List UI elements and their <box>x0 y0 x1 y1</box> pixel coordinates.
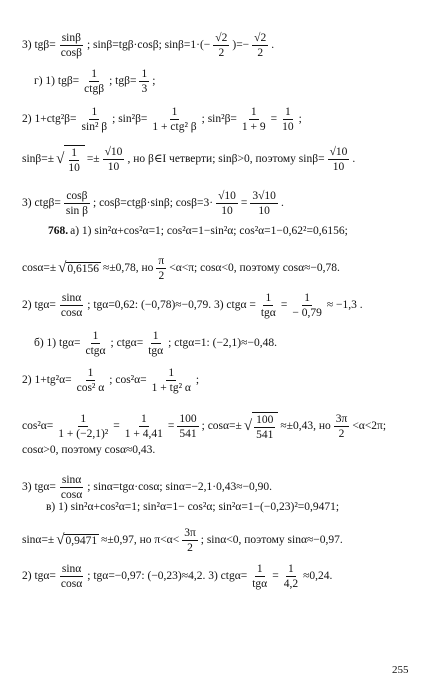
fraction: $\frac{\sin\alpha}{\cos\alpha}$ <box>60 292 83 320</box>
text: <α<π; cosα<0, поэтому cosα≈−0,78. <box>169 261 340 274</box>
line-8 <box>22 292 363 319</box>
text: ; tgα=0,62: (−0,78)≈−0,79. 3) ctgα = <box>87 298 256 311</box>
text: ; sinα=tgα·cosα; sinα=−2,1·0,43≈−0,90. <box>87 480 273 493</box>
text: . <box>280 196 284 209</box>
line-12 <box>22 445 155 457</box>
text: в) 1) sin²α+cos²α=1; sin²α=1− cos²α; sin²α=1−(−0,23)²=0,9471; <box>46 501 340 513</box>
fraction: $\frac{1}{1 + 9}$ <box>241 106 266 134</box>
fraction: $\frac{1}{- 0,79}$ <box>292 292 322 320</box>
fraction: $\frac{\cos\beta}{\text{sin β}}$ <box>65 190 88 218</box>
text: г) 1) tgβ= <box>34 74 80 87</box>
text: cosα>0, поэтому cosα≈0,43. <box>22 444 156 456</box>
fraction: $\frac{1}{\text{cos² α}}$ <box>76 367 105 395</box>
line-7 <box>22 255 340 282</box>
text: 2) 1+tg²α= <box>22 373 72 386</box>
text: <α<2π; <box>352 419 387 432</box>
fraction: $\frac{√10}{10}$ <box>218 190 236 218</box>
fraction: 1 tgα <box>148 330 164 358</box>
fraction: $\frac{√2}{2}$ <box>254 32 267 60</box>
fraction: $\frac{\sin\beta}{\cos\beta}$ <box>60 32 82 60</box>
fraction: 1 ctgβ <box>84 68 105 96</box>
fraction: $\frac{1}{\text{1 + (−2,1)²}}$ <box>58 413 109 441</box>
text: ≈ −1,3 . <box>326 298 363 311</box>
fraction: $\frac{1}{4,2}$ <box>283 563 299 591</box>
text: ; cosα=± <box>201 419 242 432</box>
text: ; ctgα=1: (−2,1)≈−0,48. <box>168 336 277 349</box>
fraction: $\frac{1}{1 + 4,41}$ <box>124 413 163 441</box>
line-3 <box>22 106 302 133</box>
text: 3) tgα= <box>22 480 56 493</box>
text: = <box>270 112 278 125</box>
text: = <box>280 298 288 311</box>
line-14 <box>46 502 339 514</box>
square-root: √ 0,9471 <box>56 532 98 549</box>
text: = <box>272 569 279 582</box>
text: 2) tgα= <box>22 298 56 311</box>
text: а) 1) sin²α+cos²α=1; cos²α=1−sin²α; cos²α=1−0,62²=0,6156; <box>70 225 348 237</box>
fraction: 3π 2 <box>184 527 196 555</box>
line-15 <box>22 527 343 554</box>
fraction: $\frac{1}{\text{sin² β}}$ <box>81 106 108 134</box>
text: ; sin²β= <box>201 112 237 125</box>
text: )=− <box>232 38 250 51</box>
text: sinβ=± <box>22 152 55 165</box>
fraction: 1 tgα <box>252 563 268 591</box>
square-root: √ 100 541 <box>244 412 278 441</box>
line-9 <box>34 330 277 357</box>
fraction: 3π 2 <box>335 413 348 441</box>
fraction: π 2 <box>158 255 165 283</box>
line-13 <box>22 474 272 501</box>
text: ≈±0,97, но π<α< <box>101 533 180 546</box>
text: . <box>352 152 356 165</box>
fraction: $\frac{\sin\alpha}{\cos\alpha}$ <box>60 474 83 502</box>
text: = <box>167 419 175 432</box>
text: б) 1) tgα= <box>34 336 81 349</box>
line-16 <box>22 563 332 590</box>
line-1 <box>22 32 274 59</box>
line-2 <box>34 68 155 95</box>
line-5 <box>22 190 284 217</box>
text: ; <box>152 74 156 87</box>
text: 2) tgα= <box>22 569 56 582</box>
square-root: √ 0,6156 <box>58 260 100 277</box>
text: cosα=± <box>22 261 57 274</box>
line-10 <box>22 367 199 394</box>
text: 3) tgβ= <box>22 38 56 51</box>
text: ; cos²α= <box>109 373 147 386</box>
fraction: $\frac{√2}{2}$ <box>215 32 228 60</box>
text: ; tgα=−0,97: (−0,23)≈4,2. 3) ctgα= <box>87 569 248 582</box>
text: = <box>113 419 120 432</box>
fraction: 1 tgα <box>260 292 276 320</box>
text: ; ctgα= <box>110 336 144 349</box>
text: = <box>240 196 248 209</box>
line-4 <box>22 145 355 174</box>
text: cos²α= <box>22 419 54 432</box>
text: ≈±0,43, но <box>280 419 331 432</box>
page-number: 255 <box>392 664 409 676</box>
text: , но β∈I четверти; sinβ>0, поэтому sinβ= <box>127 152 325 165</box>
text: ; sinα<0, поэтому sinα≈−0,97. <box>200 533 343 546</box>
text: 2) 1+ctg²β= <box>22 112 77 125</box>
text: ; sin²β= <box>112 112 148 125</box>
text: . <box>271 38 275 51</box>
fraction: 1 1 + ctg² β <box>152 106 197 134</box>
fraction: $\frac{100}{541}$ <box>179 413 197 441</box>
exercise-number: 768. <box>48 225 69 237</box>
fraction: $\frac{√10}{10}$ <box>329 146 348 174</box>
fraction: $\frac{1}{\text{1 + tg² α}}$ <box>151 367 191 395</box>
text: ; <box>298 112 302 125</box>
fraction: $\frac{3√10}{10}$ <box>252 190 276 218</box>
fraction: 1 ctgα <box>85 330 106 358</box>
text: 3) ctgβ= <box>22 196 61 209</box>
fraction: $\frac{1}{3}$ <box>141 68 148 96</box>
fraction: $\frac{√10}{10}$ <box>104 146 123 174</box>
line-6 <box>48 226 348 238</box>
text: ; cosβ=ctgβ·sinβ; cosβ=3· <box>93 196 214 209</box>
text: sinα=± <box>22 533 55 546</box>
fraction: $\frac{1}{10}$ <box>282 106 294 134</box>
square-root: √ 1 10 <box>56 145 85 174</box>
text: ≈±0,78, но <box>103 261 154 274</box>
text: =± <box>86 152 100 165</box>
fraction: $\frac{\sin\alpha}{\cos\alpha}$ <box>60 563 83 591</box>
text: ; sinβ=tgβ·cosβ; sinβ=1·(− <box>86 38 211 51</box>
text: ; tgβ= <box>109 74 137 87</box>
text: ; <box>195 373 200 386</box>
text: ≈0,24. <box>303 569 333 582</box>
line-11 <box>22 412 386 441</box>
